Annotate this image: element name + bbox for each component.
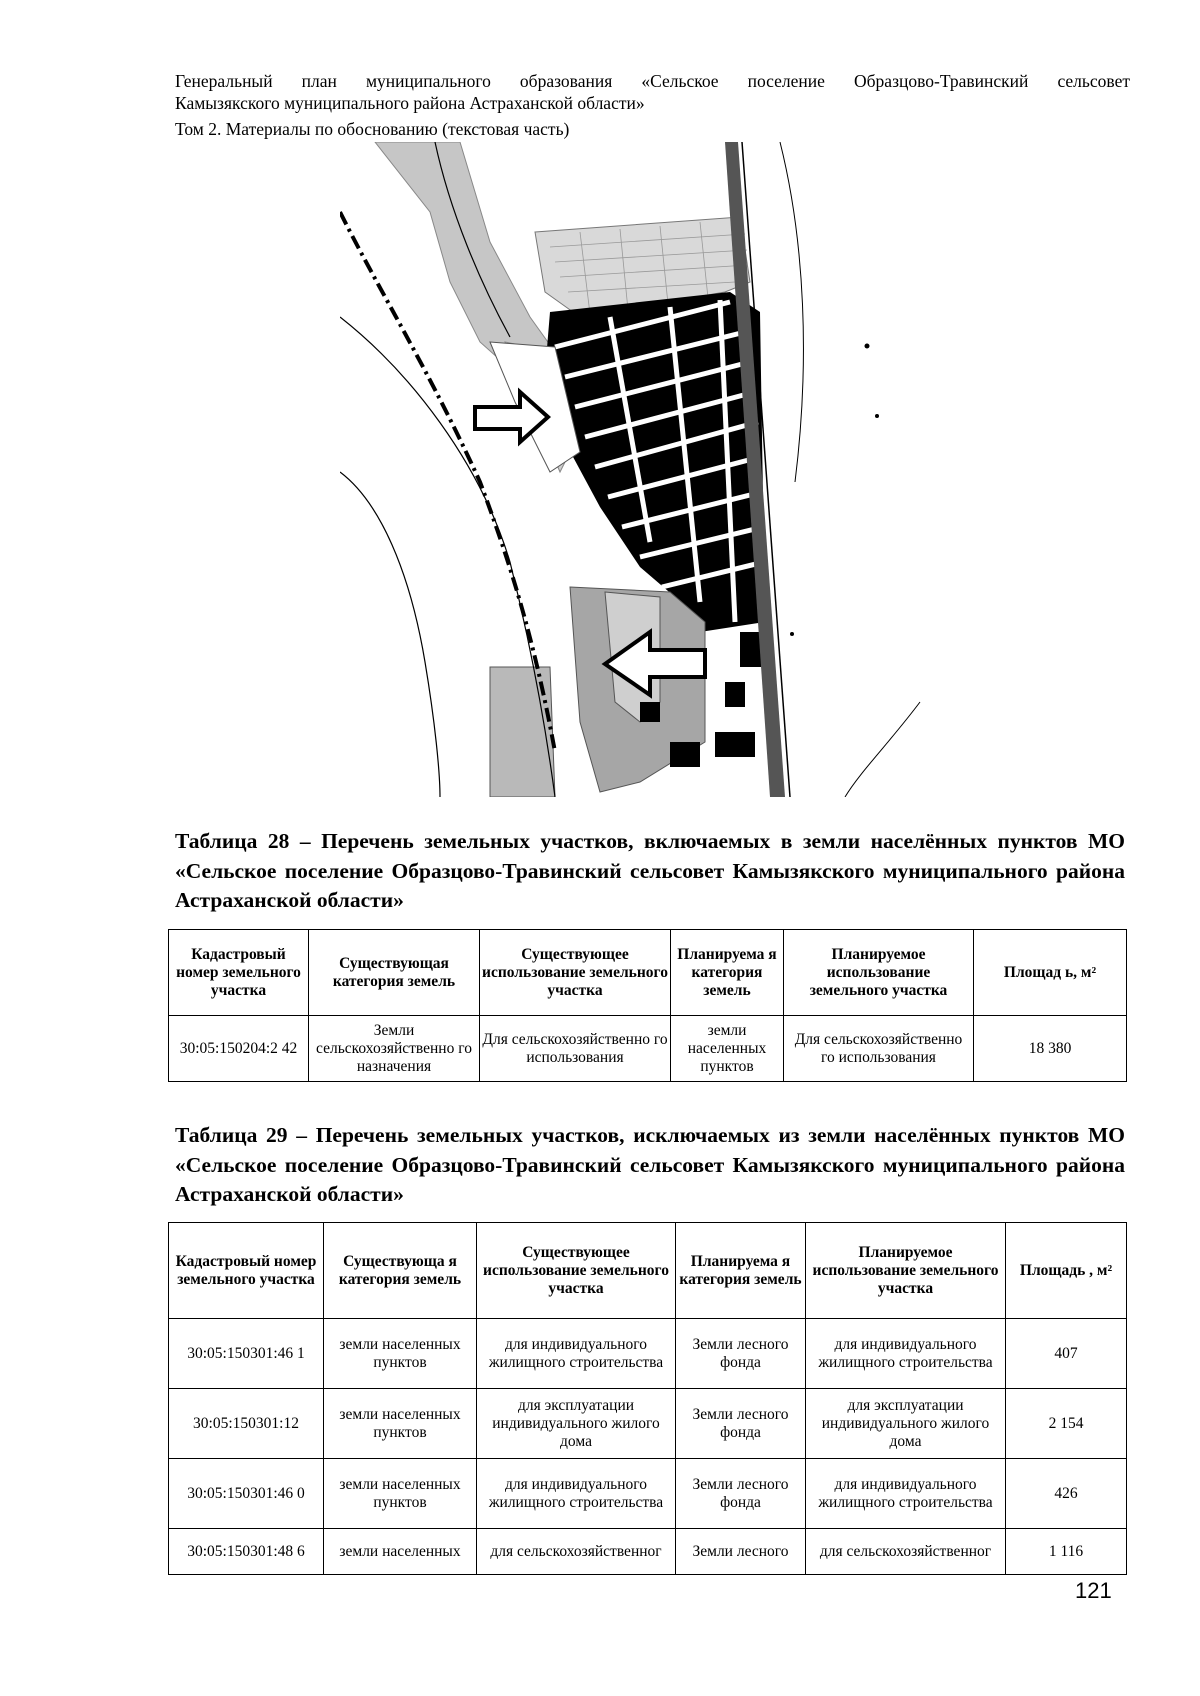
table-cell: Земли сельскохозяйственно го назначения [309, 1016, 480, 1082]
table-28-header: Площад ь, м² [974, 930, 1127, 1016]
table-29-header: Кадастровый номер земельного участка [169, 1223, 324, 1319]
table-cell: 30:05:150301:12 [169, 1389, 324, 1459]
table-29-header: Планируема я категория земель [676, 1223, 806, 1319]
map-dot-1 [865, 344, 870, 349]
table-cell: для эксплуатации индивидуального жилого дома [477, 1389, 676, 1459]
table-cell: 30:05:150301:46 0 [169, 1459, 324, 1529]
table-cell: 426 [1006, 1459, 1127, 1529]
map-dark-block-5 [715, 732, 755, 757]
table-cell: 1 116 [1006, 1529, 1127, 1575]
table-28-header: Существующая категория земель [309, 930, 480, 1016]
table-cell: для индивидуального жилищного строительства [806, 1459, 1006, 1529]
table-row [169, 1016, 1127, 1082]
table-row [169, 1389, 1127, 1459]
header-line-1: Генеральный план муниципального образования «Сельское поселение Образцово-Травинский сельсовет [175, 71, 1130, 91]
table-cell: 407 [1006, 1319, 1127, 1389]
table-cell: Земли лесного фонда [676, 1459, 806, 1529]
map-dot-3 [790, 632, 794, 636]
table-28-caption: Таблица 28 – Перечень земельных участков, включаемых в земли населённых пунктов МО «Сельское поселение Образцово-Травинский сельсовет Камызякского муниципального района Астраханской области» [175, 829, 1125, 912]
map-dark-block-3 [640, 702, 660, 722]
table-cell: земли населенных пунктов [671, 1016, 784, 1082]
table-cell: 30:05:150301:46 1 [169, 1319, 324, 1389]
table-29-header: Существующа я категория земель [324, 1223, 477, 1319]
table-row [169, 1529, 1127, 1575]
table-cell: для индивидуального жилищного строительства [477, 1319, 676, 1389]
table-cell: Для сельскохозяйственно го использования [784, 1016, 974, 1082]
table-cell: 30:05:150301:48 6 [169, 1529, 324, 1575]
table-28-header: Планируема я категория земель [671, 930, 784, 1016]
header-line-2: Камызякского муниципального района Астраханской области» [175, 93, 645, 113]
table-cell: Для сельскохозяйственно го использования [480, 1016, 671, 1082]
table-28-header: Существующее использование земельного участка [480, 930, 671, 1016]
table-cell: для сельскохозяйственног [477, 1529, 676, 1575]
header-line-3: Том 2. Материалы по обоснованию (текстовая часть) [175, 119, 570, 139]
table-29-header: Площадь , м² [1006, 1223, 1127, 1319]
table-cell: Земли лесного [676, 1529, 806, 1575]
table-cell: 30:05:150204:2 42 [169, 1016, 309, 1082]
table-row [169, 1319, 1127, 1389]
table-28-header: Кадастровый номер земельного участка [169, 930, 309, 1016]
table-cell: 18 380 [974, 1016, 1127, 1082]
table-cell: земли населенных пунктов [324, 1459, 477, 1529]
page-number: 121 [1075, 1578, 1112, 1603]
table-29-header: Существующее использование земельного участка [477, 1223, 676, 1319]
table-cell: земли населенных пунктов [324, 1389, 477, 1459]
map-dot-2 [875, 414, 879, 418]
table-28 [168, 929, 1127, 1082]
table-28-header-row [169, 930, 1127, 1016]
table-cell: для сельскохозяйственног [806, 1529, 1006, 1575]
table-cell: земли населенных пунктов [324, 1319, 477, 1389]
table-cell: для эксплуатации индивидуального жилого дома [806, 1389, 1006, 1459]
table-cell: для индивидуального жилищного строительства [477, 1459, 676, 1529]
table-29-caption: Таблица 29 – Перечень земельных участков, исключаемых из земли населённых пунктов МО «Сельское поселение Образцово-Травинский сельсовет Камызякского муниципального района Астраханской области» [175, 1123, 1125, 1206]
table-28-header: Планируемое использование земельного участка [784, 930, 974, 1016]
table-row [169, 1459, 1127, 1529]
table-cell: 2 154 [1006, 1389, 1127, 1459]
cadastral-map [340, 142, 950, 797]
table-cell: для индивидуального жилищного строительства [806, 1319, 1006, 1389]
table-29-header-row [169, 1223, 1127, 1319]
map-dark-block-2 [725, 682, 745, 707]
table-cell: Земли лесного фонда [676, 1319, 806, 1389]
map-dark-block-4 [670, 742, 700, 767]
table-29-header: Планируемое использование земельного участка [806, 1223, 1006, 1319]
table-29 [168, 1222, 1127, 1575]
table-cell: земли населенных [324, 1529, 477, 1575]
table-cell: Земли лесного фонда [676, 1389, 806, 1459]
